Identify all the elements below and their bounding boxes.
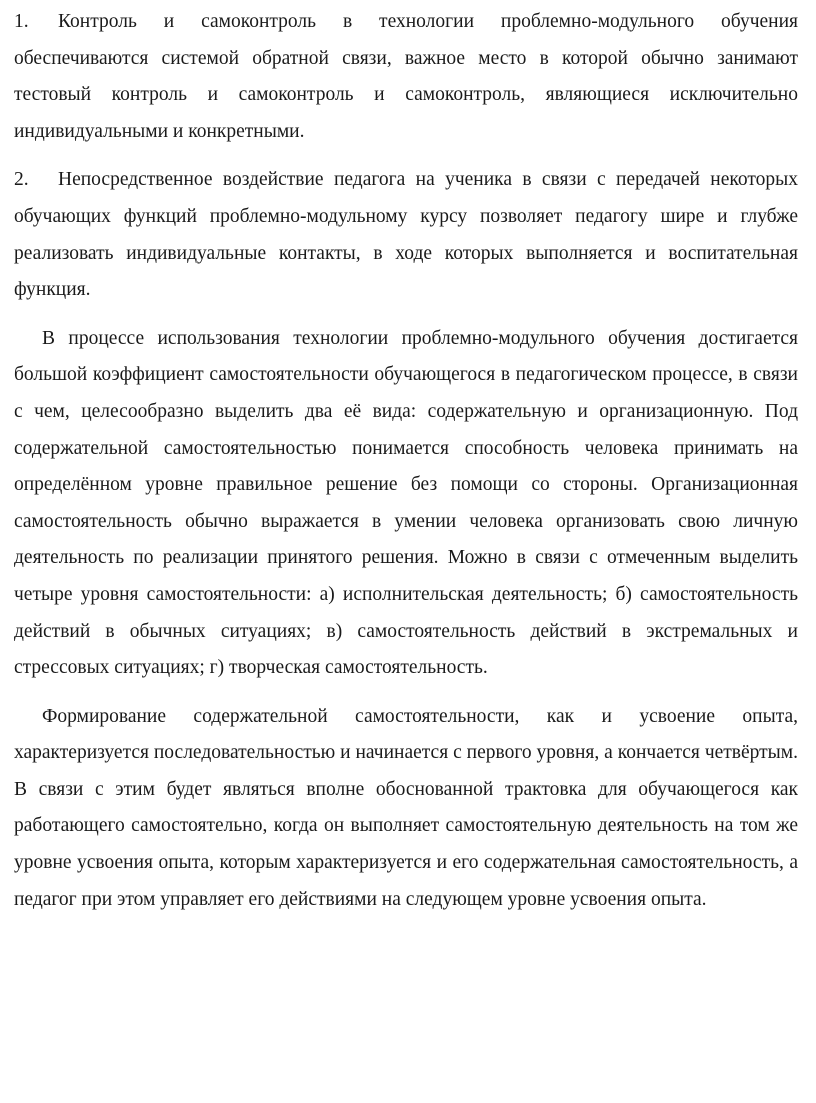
- paragraph-text: В процессе использования технологии проблемно-модульного обучения достигается большой коэффициент самостоятельности обучающегося в педагогическом процессе, в связи с чем, целесообразно выделить два её вида: содержательную и организационную. Под содержательной самостоятельностью понимается способность человека принимать на определённом уровне правильное решение без помощи со стороны. Организационная самостоятельность обычно выражается в умении человека организовать свою личную деятельность по реализации принятого решения. Можно в связи с отмеченным выделить четыре уровня самостоятельности: а) исполнительская деятельность; б) самостоятельность действий в обычных ситуациях; в) самостоятельность действий в экстремальных и стрессовых ситуациях; г) творческая самостоятельность.: [14, 327, 798, 679]
- paragraph-spacer: [14, 687, 798, 699]
- paragraph-spacer: [14, 150, 798, 162]
- body-paragraph-1: [14, 321, 798, 687]
- list-item-1: [14, 4, 798, 150]
- body-paragraph-2: [14, 699, 798, 919]
- list-item-number: 2.: [14, 169, 29, 191]
- list-item-2: [14, 162, 798, 308]
- document-page: [14, 4, 798, 918]
- paragraph-spacer: [14, 309, 798, 321]
- list-item-number: 1.: [14, 11, 29, 32]
- list-item-text: Непосредственное воздействие педагога на ученика в связи с передачей некоторых обучающих функций проблемно-модульному курсу позволяет педагогу шире и глубже реализовать индивидуальные контакты, в ходе которых выполняется и воспитательная функция.: [14, 169, 798, 301]
- list-item-text: Контроль и самоконтроль в технологии проблемно-модульного обучения обеспечиваются системой обратной связи, важное место в которой обычно занимают тестовый контроль и самоконтроль и самоконтроль, являющиеся исключительно индивидуальными и конкретными.: [14, 11, 798, 142]
- paragraph-text: Формирование содержательной самостоятельности, как и усвоение опыта, характеризуется последовательностью и начинается с первого уровня, а кончается четвёртым. В связи с этим будет являться вполне обоснованной трактовка для обучающегося как работающего самостоятельно, когда он выполняет самостоятельную деятельность на том же уровне усвоения опыта, которым характеризуется и его содержательная самостоятельность, а педагог при этом управляет его действиями на следующем уровне усвоения опыта.: [14, 705, 798, 910]
